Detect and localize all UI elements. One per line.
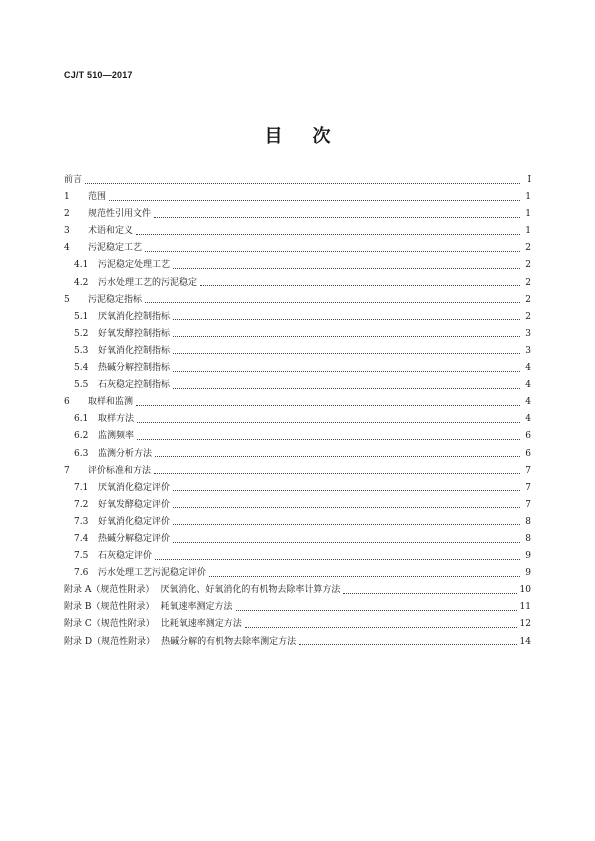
toc-entry-page: 10 (519, 585, 531, 596)
toc-entry-number: 2 (64, 209, 70, 220)
toc-entry-title: 监测分析方法 (98, 448, 153, 459)
toc-entry-number: 7.4 (74, 533, 89, 544)
toc-entry[interactable] (64, 189, 531, 206)
toc-entry-title: 好氧消化稳定评价 (98, 516, 171, 527)
toc-entry-title: 前言 (64, 175, 83, 185)
toc-entry[interactable] (64, 497, 531, 514)
toc-entry-title: 好氧发酵稳定评价 (98, 499, 171, 510)
dot-leader (236, 603, 517, 611)
dot-leader (245, 620, 517, 628)
toc-entry[interactable] (64, 428, 531, 445)
toc-entry[interactable] (64, 616, 531, 633)
toc-entry-page: 7 (525, 482, 531, 493)
toc-entry[interactable] (64, 599, 531, 616)
toc-entry-page: 4 (525, 363, 531, 374)
dot-leader (173, 329, 520, 337)
toc-entry[interactable] (64, 394, 531, 411)
toc-entry-title: 规范性引用文件 (88, 209, 152, 220)
toc-entry-page: Ⅰ (527, 175, 531, 185)
toc-entry-title: 厌氧消化控制指标 (98, 311, 171, 322)
toc-entry-title: 石灰稳定控制指标 (98, 380, 171, 391)
toc-entry-number: 4.1 (74, 260, 89, 271)
toc-entry-page: 8 (525, 533, 531, 544)
toc-entry-title: 热碱分解的有机物去除率测定方法 (161, 636, 297, 647)
toc-entry-number: 附录 D（规范性附录） (64, 636, 156, 647)
toc-entry-number: 5.5 (74, 380, 89, 391)
toc-entry-number: 5.3 (74, 345, 89, 356)
toc-entry-number: 5.4 (74, 363, 89, 374)
toc-entry[interactable] (64, 326, 531, 343)
toc-entry-number: 4.2 (74, 277, 89, 288)
toc-entry-number: 7.2 (74, 499, 89, 510)
toc-entry-title: 污泥稳定指标 (88, 294, 143, 305)
title-char-1: 目 (264, 126, 283, 147)
toc-entry-page: 2 (525, 311, 531, 322)
toc-entry-page: 2 (525, 260, 531, 271)
dot-leader (145, 244, 520, 252)
toc-entry-title: 取样方法 (98, 414, 135, 425)
toc-entry-number: 6 (64, 397, 70, 408)
toc-entry-title: 污水处理工艺污泥稳定评价 (98, 568, 207, 579)
toc-entry-page: 4 (525, 397, 531, 408)
toc-entry[interactable] (64, 257, 531, 274)
toc-entry-number: 5.1 (74, 311, 89, 322)
toc-entry-page: 9 (525, 568, 531, 579)
dot-leader (299, 637, 516, 645)
dot-leader (154, 466, 520, 474)
toc-entry-number: 4 (64, 243, 70, 254)
toc-entry-page: 2 (525, 277, 531, 288)
toc-entry-title: 比耗氧速率测定方法 (160, 619, 242, 630)
toc-entry[interactable] (64, 446, 531, 463)
toc-entry-number: 7.6 (74, 568, 89, 579)
toc-entry-page: 6 (525, 431, 531, 442)
toc-entry-title: 热碱分解控制指标 (98, 363, 171, 374)
toc-entry-title: 好氧发酵控制指标 (98, 328, 171, 339)
toc-entry-number: 附录 C（规范性附录） (64, 619, 155, 630)
toc-entry[interactable] (64, 275, 531, 292)
dot-leader (85, 176, 520, 184)
toc-entry[interactable] (64, 223, 531, 240)
toc-entry-number: 7.3 (74, 516, 89, 527)
toc-entry-page: 3 (525, 328, 531, 339)
standard-code: CJ/T 510—2017 (64, 70, 133, 80)
toc-entry[interactable] (64, 480, 531, 497)
dot-leader (173, 364, 520, 372)
toc-entry-page: 1 (525, 192, 531, 203)
toc-entry-page: 4 (525, 414, 531, 425)
toc-entry-number: 7.1 (74, 482, 89, 493)
dot-leader (173, 517, 520, 525)
dot-leader (136, 398, 520, 406)
toc-entry-number: 6.1 (74, 414, 89, 425)
dot-leader (173, 535, 520, 543)
dot-leader (173, 381, 520, 389)
toc-entry[interactable] (64, 343, 531, 360)
toc-entry[interactable] (64, 360, 531, 377)
toc-entry-number: 5 (64, 294, 70, 305)
toc-entry-number: 附录 A（规范性附录） (64, 585, 155, 596)
toc-entry-page: 11 (519, 602, 531, 613)
toc-entry[interactable] (64, 463, 531, 480)
toc-entry-title: 污水处理工艺的污泥稳定 (98, 277, 198, 288)
table-of-contents (64, 172, 531, 651)
toc-entry[interactable] (64, 309, 531, 326)
toc-entry-page: 8 (525, 516, 531, 527)
dot-leader (200, 278, 520, 286)
dot-leader (173, 500, 520, 508)
dot-leader (137, 432, 520, 440)
toc-entry-title: 耗氧速率测定方法 (160, 602, 233, 613)
dot-leader (154, 210, 520, 218)
dot-leader (209, 569, 520, 577)
toc-entry-page: 4 (525, 380, 531, 391)
toc-entry-title: 热碱分解稳定评价 (98, 533, 171, 544)
toc-entry[interactable] (64, 634, 531, 651)
toc-entry-title: 厌氧消化稳定评价 (98, 482, 171, 493)
toc-entry[interactable] (64, 411, 531, 428)
toc-entry-page: 7 (525, 465, 531, 476)
dot-leader (343, 586, 516, 594)
dot-leader (137, 415, 520, 423)
dot-leader (173, 312, 520, 320)
toc-entry-title: 石灰稳定评价 (98, 551, 153, 562)
toc-entry-title: 术语和定义 (88, 226, 134, 237)
toc-entry-page: 2 (525, 243, 531, 254)
toc-entry-page: 1 (525, 226, 531, 237)
toc-entry-page: 1 (525, 209, 531, 220)
dot-leader (173, 261, 520, 269)
toc-entry-title: 范围 (88, 192, 107, 203)
toc-entry-title: 评价标准和方法 (88, 465, 152, 476)
toc-entry-page: 7 (525, 499, 531, 510)
toc-entry-number: 7 (64, 465, 70, 476)
toc-entry-page: 6 (525, 448, 531, 459)
toc-entry[interactable] (64, 531, 531, 548)
toc-entry-number: 6.2 (74, 431, 89, 442)
toc-entry[interactable] (64, 240, 531, 257)
toc-entry-number: 6.3 (74, 448, 89, 459)
toc-entry-page: 14 (519, 636, 531, 647)
toc-entry-title: 监测频率 (98, 431, 135, 442)
toc-entry[interactable] (64, 548, 531, 565)
toc-entry[interactable] (64, 172, 531, 189)
toc-entry-number: 附录 B（规范性附录） (64, 602, 155, 613)
toc-entry-number: 7.5 (74, 551, 89, 562)
page-title (0, 122, 595, 148)
toc-entry-number: 1 (64, 192, 70, 203)
toc-entry-number: 5.2 (74, 328, 89, 339)
toc-entry-title: 好氧消化控制指标 (98, 345, 171, 356)
toc-entry[interactable] (64, 206, 531, 223)
toc-entry[interactable] (64, 292, 531, 309)
toc-entry-title: 污泥稳定处理工艺 (98, 260, 171, 271)
dot-leader (136, 227, 520, 235)
toc-entry-page: 9 (525, 551, 531, 562)
dot-leader (109, 193, 520, 201)
toc-entry-number: 3 (64, 226, 70, 237)
toc-entry-title: 厌氧消化、好氧消化的有机物去除率计算方法 (160, 585, 341, 596)
toc-entry[interactable] (64, 377, 531, 394)
toc-entry-page: 2 (525, 294, 531, 305)
title-char-2: 次 (312, 126, 331, 147)
toc-entry-title: 取样和监测 (88, 397, 134, 408)
dot-leader (155, 449, 520, 457)
toc-entry[interactable] (64, 582, 531, 599)
dot-leader (155, 552, 520, 560)
dot-leader (145, 295, 520, 303)
dot-leader (173, 483, 520, 491)
toc-entry-page: 3 (525, 345, 531, 356)
toc-entry[interactable] (64, 514, 531, 531)
dot-leader (173, 346, 520, 354)
toc-entry[interactable] (64, 565, 531, 582)
toc-entry-page: 12 (519, 619, 531, 630)
toc-entry-title: 污泥稳定工艺 (88, 243, 143, 254)
